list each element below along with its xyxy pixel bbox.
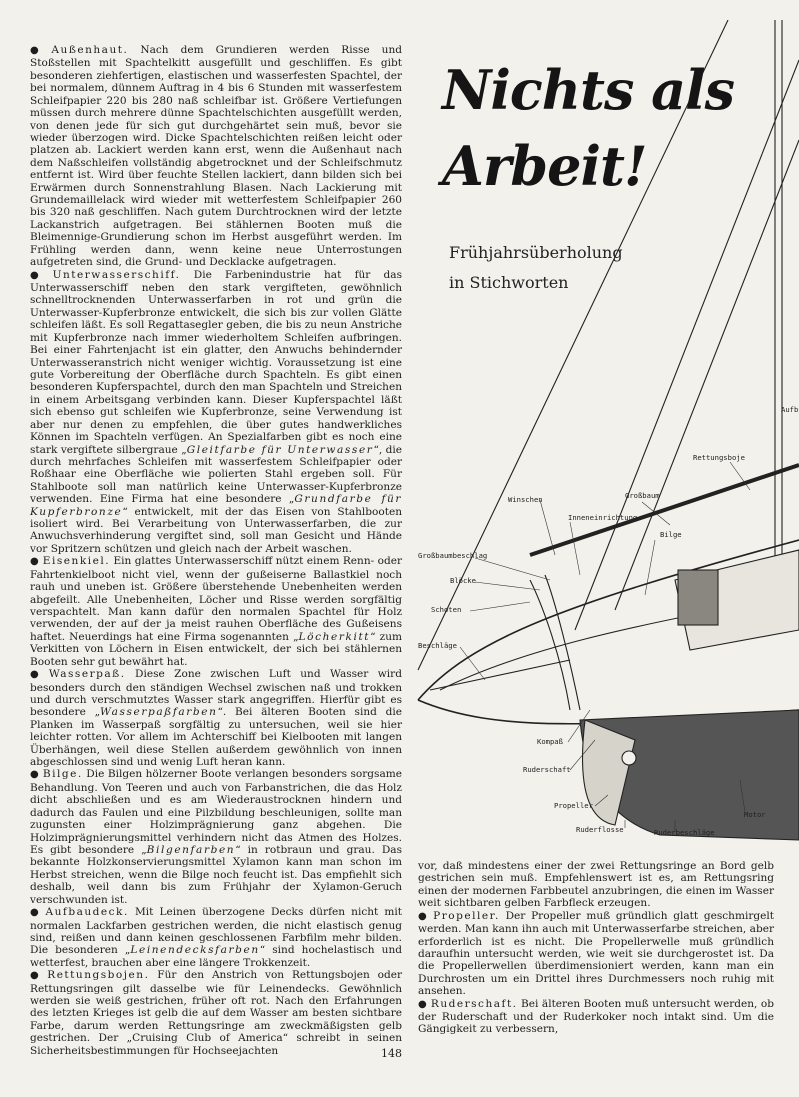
text-bilge-2: “ in rotbraun und grau. Das bekannte Holzkonservierungsmittel Xylamon kann man schon im Herbst streichen, wenn die Bilge noch feucht ist. Das empfiehlt sich deshalb, weil dann bis zum Frühjahr der Xylamon-Geruch verschwunden ist. <box>30 844 403 906</box>
page-subtitle <box>449 238 623 298</box>
label-beschlaege: Beschläge <box>418 641 457 650</box>
lead-aussenhaut: Außenhaut. <box>51 44 129 56</box>
bullet-icon: ● <box>30 45 48 56</box>
text-bilge-1: Die Bilgen hölzerner Boote verlangen besonders sorgsame Behandlung. Von Teeren und auch von Farbanstrichen, die das Holz dicht abschließen und es am Wiederaustrocknen hindern und dadurch das Faulen und eine Pilzbildung beschleunigen, sollte man zugunsten einer Holzimprägnierung ganz abgehen. Die Holzimprägnierungsmittel verhindern nicht das Atmen des Holzes. Es gibt besondere „ <box>30 768 402 856</box>
label-winschen: Winschen <box>508 495 543 504</box>
bullet-icon: ● <box>30 970 44 982</box>
label-ruderflosse: Ruderflosse <box>576 825 624 834</box>
lead-aufbaudeck: Aufbaudeck. <box>45 906 129 919</box>
text-unterwasserschiff-3: “ entwickelt, mit der das Eisen von Stahlbooten isoliert wird. Bei Verarbeitung von Unterwasserfarben, die zur Anwuchsverhinderung vergiftet sind, soll man Gesicht und Hände vor Spritzern schützen und gleich nach der Arbeit waschen. <box>30 505 402 555</box>
text-unterwasserschiff-1: Die Farbenindustrie hat für das Unterwasserschiff neben den stark vergifteten, gewöhnlich schnelltrocknenden Unterwasserfarben in rot und grün die Unterwasser-Kupferbronze entwickelt, die sich bis zur vollen Glätte schleifen läßt. Es soll Regattasegler geben, die bis zu neun Anstriche mit Kupferbronze nach immer wiederholtem Schleifen aufbringen. Bei einer Fahrtenjacht ist ein glatter, den Anwuchs behindernder Unterwasseranstrich nicht weniger wichtig. Voraussetzung ist eine gute Vorbereitung der Oberfläche durch Spachteln. Es gibt einen besonderen Kupferspachtel, durch den man Spachteln und Streichen in einem Arbeitsgang verbinden kann. Dieser Kupferspachtel läßt sich ebenso gut schleifen wie Kupferbronze, seine Verwendung ist aber nur denen zu empfehlen, die über gutes handwerkliches Können im Spachteln verfügen. An Spezialfarben gibt es noch eine stark vergiftete silbergraue „ <box>30 268 402 456</box>
lead-eisenkiel: Eisenkiel. <box>42 555 111 568</box>
label-ruderschaft: Ruderschaft <box>523 765 571 774</box>
right-column <box>418 860 774 1036</box>
product-grundfarbe: Grundfarbe für Kupferbronze <box>30 493 402 518</box>
lead-bilge: Bilge. <box>42 768 83 781</box>
paragraph-eisenkiel <box>30 555 402 668</box>
product-wasserpassfarben: Wasserpaßfarben <box>100 706 218 719</box>
paragraph-bilge <box>30 768 402 906</box>
title-line-1: Nichts als <box>442 58 735 122</box>
subtitle-line-1: Frühjahrsüberholung <box>449 243 623 262</box>
paragraph-aufbaudeck <box>30 906 402 969</box>
page-title <box>442 52 734 204</box>
label-ruderbeschlaege: Ruderbeschläge <box>654 828 715 837</box>
label-motor: Motor <box>744 810 766 819</box>
label-grossbaumbeschlag: Großbaumbeschlag <box>418 551 488 560</box>
paragraph-ruderschaft <box>418 998 774 1036</box>
bullet-icon: ● <box>30 556 39 568</box>
product-gleitfarbe: Gleitfarbe für Unterwasser <box>186 443 374 456</box>
label-rettungsboje: Rettungsboje <box>693 453 745 462</box>
paragraph-unterwasserschiff <box>30 269 402 556</box>
lead-rettungsbojen: Rettungsbojen. <box>47 969 150 982</box>
bullet-icon: ● <box>30 269 49 281</box>
bullet-icon: ● <box>418 998 427 1010</box>
title-line-2: Arbeit! <box>442 134 647 198</box>
subtitle-line-2: in Stichworten <box>449 273 569 292</box>
bullet-icon: ● <box>30 907 42 919</box>
lead-unterwasserschiff: Unterwasserschiff. <box>52 268 181 281</box>
label-propeller: Propeller <box>554 801 593 810</box>
text-ruderschaft: Bei älteren Booten muß untersucht werden, ob der Ruderschaft und der Ruderkoker noch intakt sind. Um die Gängigkeit zu verbessern, <box>418 997 774 1036</box>
text-propeller: Der Propeller muß gründlich glatt geschmirgelt werden. Man kann ihn auch mit Unterwasserfarbe streichen, aber erforderlich ist es nicht. Die Propellerwelle muß gründlich daraufhin untersucht werden, wie weit sie durchgerostet ist. Da die Propellerwellen überdimensioniert werden, kann man ein Durchrosten um ein Drittel ihres Durchmessers noch ruhig mit ansehen. <box>418 909 774 998</box>
lead-propeller: Propeller. <box>433 909 500 922</box>
text-eisenkiel-1: Ein glattes Unterwasserschiff nützt einem Renn- oder Fahrtenkielboot nicht viel, wenn der gußeiserne Ballastkiel noch rauh und uneben ist. Größere überstehende Unebenheiten werden abgefeilt. Alle Unebenheiten, Löcher und Risse werden sorgfältig verspachtelt. Man kann dafür den normalen Spachtel für Holz verwenden, der auf der ja meist rauhen Oberfläche des Gußeisens haftet. Neuerdings hat eine Firma sogenannten „ <box>30 555 402 643</box>
text-wasserpass-1: Diese Zone zwischen Luft und Wasser wird besonders durch den ständigen Wechsel zwischen naß und trokken und durch verschmutztes Wasser stark angegriffen. Hierfür gibt es besondere „ <box>30 668 402 719</box>
text-wasserpass-2: “. Bei älteren Booten sind die Planken im Wasserpaß sorgfältig zu untersuchen, weil sie hier leichter rotten. Vor allem im Achterschiff bei Kielbooten mit langen Überhängen, weil diese Stellen außerdem gewöhnlich von innen abgeschlossen sind und wenig Luft heran kann. <box>30 706 402 769</box>
label-schoten: Schoten <box>431 605 462 614</box>
label-bloecke: Blöcke <box>450 576 476 585</box>
label-bilge: Bilge <box>660 530 682 539</box>
bullet-icon: ● <box>30 669 45 681</box>
product-bilgenfarben: Bilgenfarben <box>146 844 236 856</box>
text-eisenkiel-2: “ zum Verkitten von Löchern in Eisen entwickelt, der sich bei stählernen Booten sehr gut bewährt hat. <box>30 630 402 668</box>
label-aufb: Aufb <box>781 405 799 414</box>
label-grossbaum: Großbaum <box>625 491 660 500</box>
paragraph-wasserpass <box>30 668 402 768</box>
product-leinendecksfarben: Leinendecksfarben <box>130 944 260 957</box>
text-aufbaudeck-2: “ sind hochelastisch und wetterfest, brauchen aber eine längere Trokkenzeit. <box>30 944 403 969</box>
lead-ruderschaft: Ruderschaft. <box>430 997 518 1010</box>
text-rettungsbojen: Für den Anstrich von Rettungsbojen oder Rettungsringen gilt dasselbe wie für Leinendecks. Gewöhnlich werden sie weiß gestrichen, früher oft rot. Nach den Erfahrungen des letzten Krieges ist gelb die auf dem Wasser am besten sichtbare Farbe, darum werden Rettungsringe am zweckmäßigsten gelb gestrichen. Der „Cruising Club of America“ schreibt in seinen Sicherheitsbestimmungen für Hochseejachten <box>30 969 403 1057</box>
paragraph-rettungsbojen <box>30 969 402 1057</box>
left-column <box>30 44 402 1057</box>
page-number: 148 <box>381 1047 402 1060</box>
text-aufbaudeck-1: Mit Leinen überzogene Decks dürfen nicht mit normalen Lackfarben gestrichen werden, die nicht elastisch genug sind, reißen und dann keinen geschlossenen Farbfilm mehr bilden. Die besonderen „ <box>30 906 403 957</box>
product-loecherkitt: Löcherkitt <box>298 630 371 643</box>
paragraph-rettungsbojen-cont: vor, daß mindestens einer der zwei Rettungsringe an Bord gelb gestrichen sein muß. Empfehlenswert ist es, am Rettungsring einen der modernen Farbbeutel anzubringen, die einen im Wasser weit sichtbaren gelben Farbfleck erzeugen. <box>418 860 774 910</box>
bullet-icon: ● <box>418 910 430 922</box>
bullet-icon: ● <box>30 769 39 781</box>
label-inneneinrichtung: Inneneinrichtung <box>568 513 638 522</box>
paragraph-propeller <box>418 910 774 998</box>
label-kompass: Kompaß <box>537 737 563 746</box>
text-aussenhaut: Nach dem Grundieren werden Risse und Stoßstellen mit Spachtelkitt ausgefüllt und geschliffen. Es gibt besonderen ziehfertigen, elastischen und wasserfesten Spachtel, der bei normalem, dünnem Auftrag in 4 bis 6 Stunden mit wasserfestem Schleifpapier 220 bis 280 naß schleifbar ist. Größere Vertiefungen müssen durch mehrere dünne Spachtelschichten ausgefüllt werden, von denen jede für sich gut durchgehärtet sein muß, bevor sie wieder überzogen wird. Dicke Spachtelschichten reißen leicht oder platzen ab. Lackiert werden kann erst, wenn die Außenhaut nach dem Naßschleifen vollständig abgetrocknet und der Schleifschmutz entfernt ist. Wird über feuchte Stellen lackiert, dann bilden sich bei Erwärmen durch Sonnenstrahlung Blasen. Nach Lackierung mit Grundemaillelack wird wieder mit wetterfestem Schleifpapier 260 bis 320 naß geschliffen. Nach gutem Durchtrocknen wird der letzte Lackanstrich aufgetragen. Bei stählernen Booten muß die Bleimennige-Grundierung schon im Herbst ausgeführt werden. Im Frühling werden dann, wenn keine neue Unterrostungen aufgetreten sind, die Grund- und Decklacke aufgetragen. <box>30 44 402 269</box>
lead-wasserpass: Wasserpaß. <box>48 668 126 681</box>
paragraph-aussenhaut <box>30 44 402 269</box>
text-unterwasserschiff-2: “, die durch mehrfaches Schleifen mit wasserfestem Schleifpapier oder Roßhaar eine Oberfläche wie polierten Stahl ergeben soll. Für Stahlboote soll man natürlich keine Unterwasser-Kupferbronze verwenden. Eine Firma hat eine besondere „ <box>30 443 402 506</box>
